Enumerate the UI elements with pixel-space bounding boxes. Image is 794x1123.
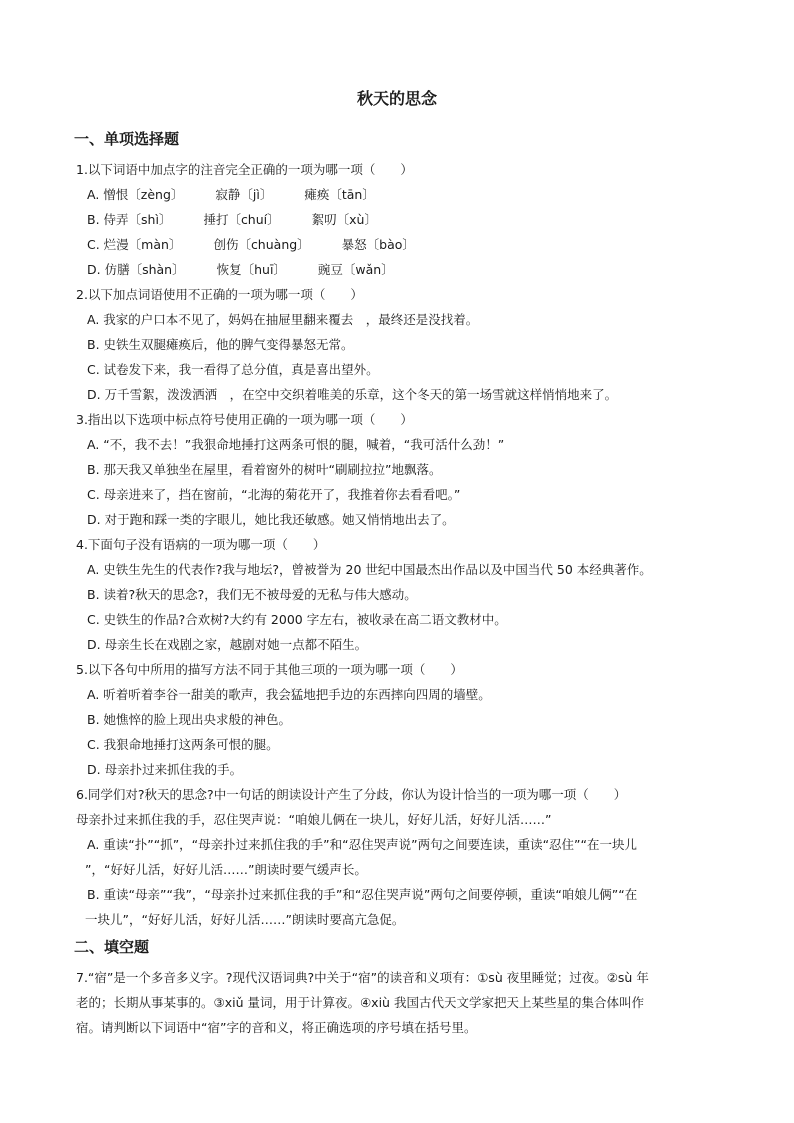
question-4-option-b: B. 读着?秋天的思念?，我们无不被母爱的无私与伟大感动。 (87, 587, 417, 602)
question-6-option-b-line1: B. 重读“母亲”“我”，“母亲扑过来抓住我的手”和“忍住哭声说”两句之间要停顿，重读“咱娘儿俩”“在 (87, 887, 638, 902)
question-5-stem: 5.以下各句中所用的描写方法不同于其他三项的一项为哪一项（ ） (76, 662, 463, 677)
question-6-quote: 母亲扑过来抓住我的手，忍住哭声说：“咱娘儿俩在一块儿，好好儿活，好好儿活……” (76, 812, 552, 827)
question-5-option-d: D. 母亲扑过来抓住我的手。 (87, 762, 243, 777)
question-4-option-d: D. 母亲生长在戏剧之家，越剧对她一点都不陌生。 (87, 637, 368, 652)
question-2-option-a: A. 我家的户口本不见了，妈妈在抽屉里翻来覆去 ，最终还是没找着。 (87, 312, 479, 327)
question-5-option-b: B. 她憔悴的脸上现出央求般的神色。 (87, 712, 292, 727)
question-2-stem: 2.以下加点词语使用不正确的一项为哪一项（ ） (76, 287, 363, 302)
question-1-option-a: A. 憎恨〔zèng〕 寂静〔jì〕 瘫痪〔tān〕 (87, 187, 375, 202)
question-1-option-c: C. 烂漫〔màn〕 创伤〔chuàng〕 暴怒〔bào〕 (87, 237, 415, 252)
question-7-line2: 老的；长期从事某事的。③xiǔ 量词，用于计算夜。④xiù 我国古代天文学家把天上某些星的集合体叫作 (76, 995, 644, 1010)
question-6-stem: 6.同学们对?秋天的思念?中一句话的朗读设计产生了分歧，你认为设计恰当的一项为哪一项（ ） (76, 787, 627, 802)
question-2-option-c: C. 试卷发下来，我一看得了总分值，真是喜出望外。 (87, 362, 379, 377)
question-3-option-b: B. 那天我又单独坐在屋里，看着窗外的树叶“刷刷拉拉”地飘落。 (87, 462, 442, 477)
question-7-line3: 宿。请判断以下词语中“宿”字的音和义，将正确选项的序号填在括号里。 (76, 1020, 477, 1035)
question-5-option-a: A. 听着听着李谷一甜美的歌声，我会猛地把手边的东西摔向四周的墙壁。 (87, 687, 491, 702)
question-4-stem: 4.下面句子没有语病的一项为哪一项（ ） (76, 537, 326, 552)
question-1-option-b: B. 侍弄〔shì〕 捶打〔chuí〕 絮叨〔xù〕 (87, 212, 377, 227)
document-title: 秋天的思念 (356, 89, 437, 108)
question-7-line1: 7.“宿”是一个多音多义字。?现代汉语词典?中关于“宿”的读音和义项有：①sù 夜里睡觉；过夜。②sù 年 (76, 970, 649, 985)
question-4-option-a: A. 史铁生先生的代表作?我与地坛?，曾被誉为 20 世纪中国最杰出作品以及中国当代 50 本经典著作。 (87, 562, 652, 577)
question-6-option-b-line2: 一块儿”，“好好儿活，好好儿活……”朗读时要高亢急促。 (85, 912, 405, 927)
question-2-option-b: B. 史铁生双腿瘫痪后，他的脾气变得暴怒无常。 (87, 337, 354, 352)
question-1-option-d: D. 仿膳〔shàn〕 恢复〔huī〕 豌豆〔wǎn〕 (87, 262, 394, 277)
question-3-option-a: A. “不，我不去！”我狠命地捶打这两条可恨的腿，喊着，“我可活什么劲！” (87, 437, 505, 452)
section-heading-fill-blank: 二、填空题 (74, 938, 150, 956)
section-heading-multiple-choice: 一、单项选择题 (74, 130, 180, 148)
question-3-stem: 3.指出以下选项中标点符号使用正确的一项为哪一项（ ） (76, 412, 413, 427)
question-3-option-c: C. 母亲进来了，挡在窗前，“北海的菊花开了，我推着你去看看吧。” (87, 487, 461, 502)
question-4-option-c: C. 史铁生的作品?合欢树?大约有 2000 字左右，被收录在高二语文教材中。 (87, 612, 507, 627)
question-6-option-a-line2: ”，“好好儿活，好好儿活……”朗读时要气缓声长。 (85, 862, 367, 877)
question-1-stem: 1.以下词语中加点字的注音完全正确的一项为哪一项（ ） (76, 162, 413, 177)
question-2-option-d: D. 万千雪絮，泼泼洒洒 ，在空中交织着唯美的乐章，这个冬天的第一场雪就这样悄悄地来了。 (87, 387, 618, 402)
question-6-option-a-line1: A. 重读“扑”“抓”，“母亲扑过来抓住我的手”和“忍住哭声说”两句之间要连读，重读“忍住”“在一块儿 (87, 837, 638, 852)
question-5-option-c: C. 我狠命地捶打这两条可恨的腿。 (87, 737, 279, 752)
question-3-option-d: D. 对于跑和踩一类的字眼儿，她比我还敏感。她又悄悄地出去了。 (87, 512, 455, 527)
